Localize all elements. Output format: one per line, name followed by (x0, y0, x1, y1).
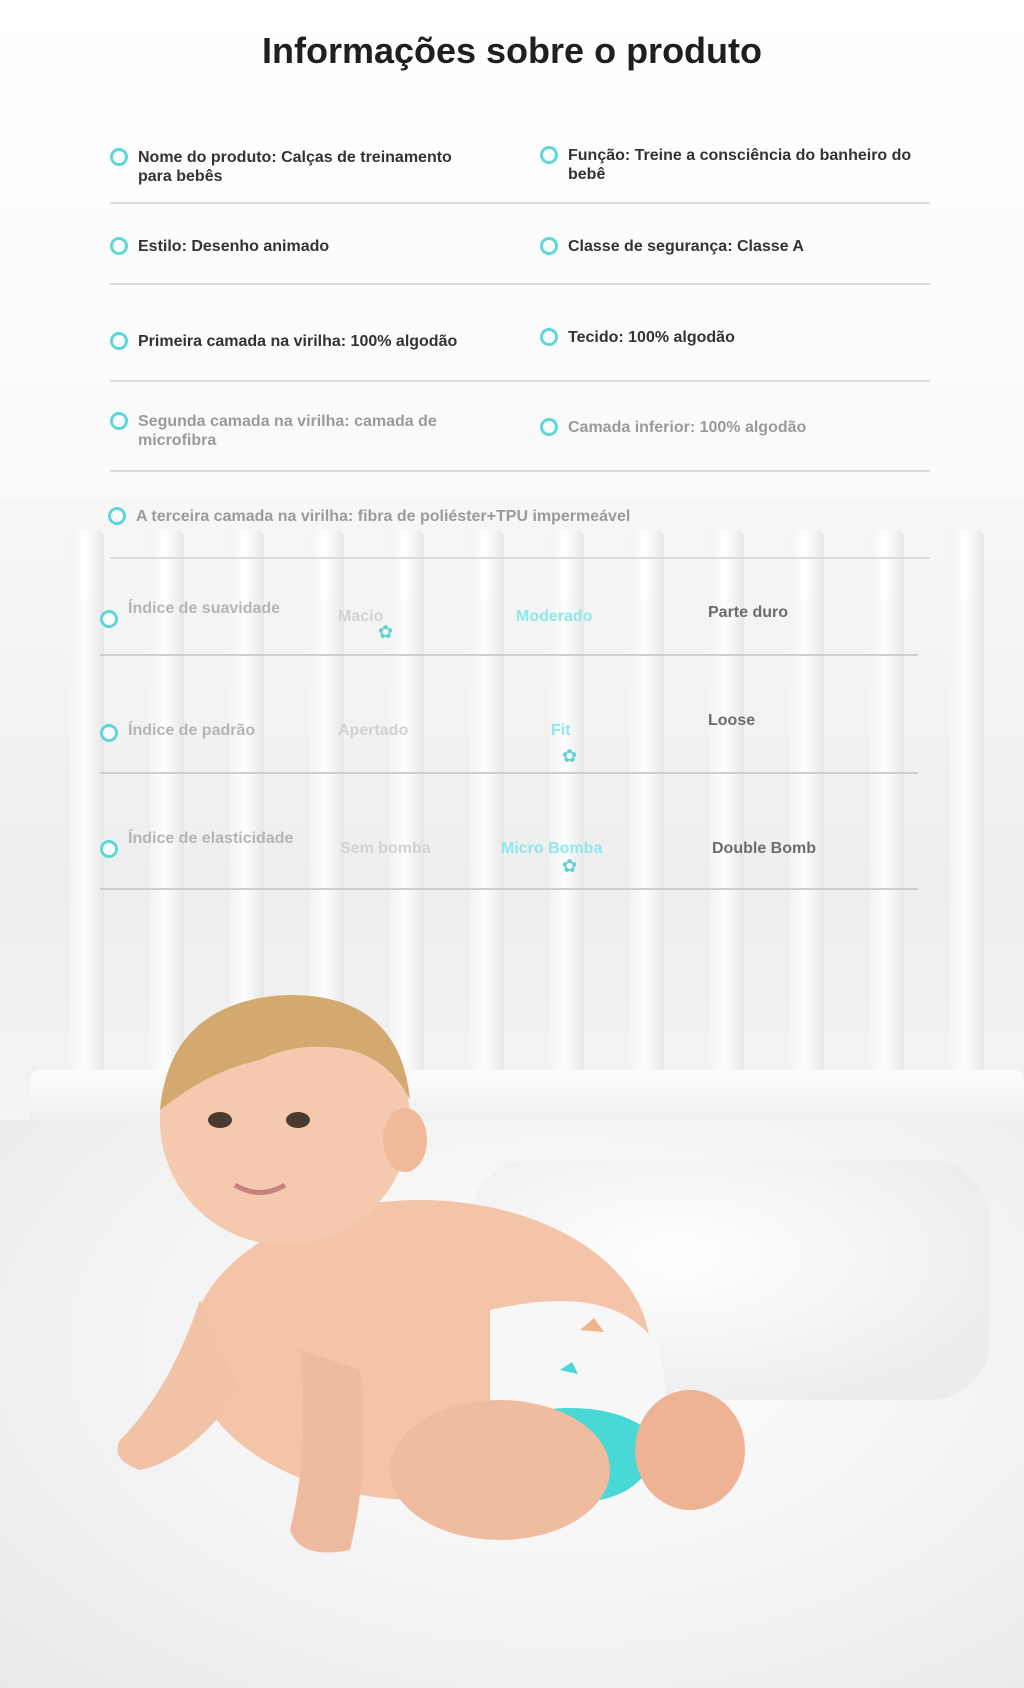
info-row (110, 400, 930, 472)
safety-class-text: Classe de segurança: Classe A (568, 238, 804, 255)
second-layer-text: Segunda camada na virilha: camada de microfibra (138, 413, 437, 449)
index-label (100, 828, 300, 858)
bullet-icon (110, 148, 128, 166)
bottom-layer-text: Camada inferior: 100% algodão (568, 419, 807, 436)
info-cell (108, 507, 888, 526)
option-hard: Parte duro (708, 604, 789, 621)
bullet-icon (540, 418, 558, 436)
option-soft: Macio (338, 608, 384, 625)
bullet-icon (108, 507, 126, 525)
info-cell (110, 237, 490, 256)
elasticity-index-row (100, 800, 918, 890)
bullet-icon (540, 237, 558, 255)
info-cell (110, 332, 510, 351)
option-fit: Fit (551, 722, 571, 739)
first-layer-text: Primeira camada na virilha: 100% algodão (138, 333, 458, 350)
bullet-icon (110, 237, 128, 255)
elasticity-label: Índice de elasticidade (128, 830, 294, 847)
baby-photo (60, 970, 760, 1610)
style-text: Estilo: Desenho animado (138, 238, 330, 255)
page-title: Informações sobre o produto (261, 30, 763, 71)
pattern-label: Índice de padrão (128, 722, 256, 739)
option-tight: Apertado (338, 722, 409, 739)
option-micro-stretch: Micro Bomba (501, 840, 603, 857)
selection-marker-icon: ✿ (562, 746, 578, 766)
product-name-text: Nome do produto: Calças de treinamento para bebês (138, 149, 452, 185)
pattern-index-row (100, 680, 918, 774)
info-cell (110, 412, 510, 450)
info-row (110, 310, 930, 382)
option-double-stretch: Double Bomb (712, 840, 816, 857)
softness-index-row (100, 590, 918, 656)
bullet-icon (100, 610, 118, 628)
third-layer-text: A terceira camada na virilha: fibra de poliéster+TPU impermeável (136, 508, 631, 525)
info-cell (110, 148, 490, 186)
option-no-stretch: Sem bomba (340, 840, 431, 857)
info-cell (540, 328, 940, 347)
fabric-text: Tecido: 100% algodão (568, 329, 735, 346)
index-label (100, 720, 300, 742)
function-text: Função: Treine a consciência do banheiro do bebê (568, 147, 912, 183)
info-cell (540, 237, 940, 256)
selection-marker-icon: ✿ (562, 856, 578, 876)
option-loose: Loose (708, 712, 756, 729)
info-row (110, 495, 930, 559)
bullet-icon (110, 332, 128, 350)
info-row (110, 140, 930, 204)
bullet-icon (540, 328, 558, 346)
bullet-icon (110, 412, 128, 430)
bullet-icon (540, 146, 558, 164)
info-row (110, 225, 930, 285)
softness-label: Índice de suavidade (128, 600, 281, 617)
selection-marker-icon: ✿ (378, 622, 394, 642)
bullet-icon (100, 724, 118, 742)
info-cell (540, 146, 940, 184)
info-cell (540, 418, 940, 437)
index-label (100, 598, 300, 628)
bullet-icon (100, 840, 118, 858)
option-moderate: Moderado (516, 608, 593, 625)
